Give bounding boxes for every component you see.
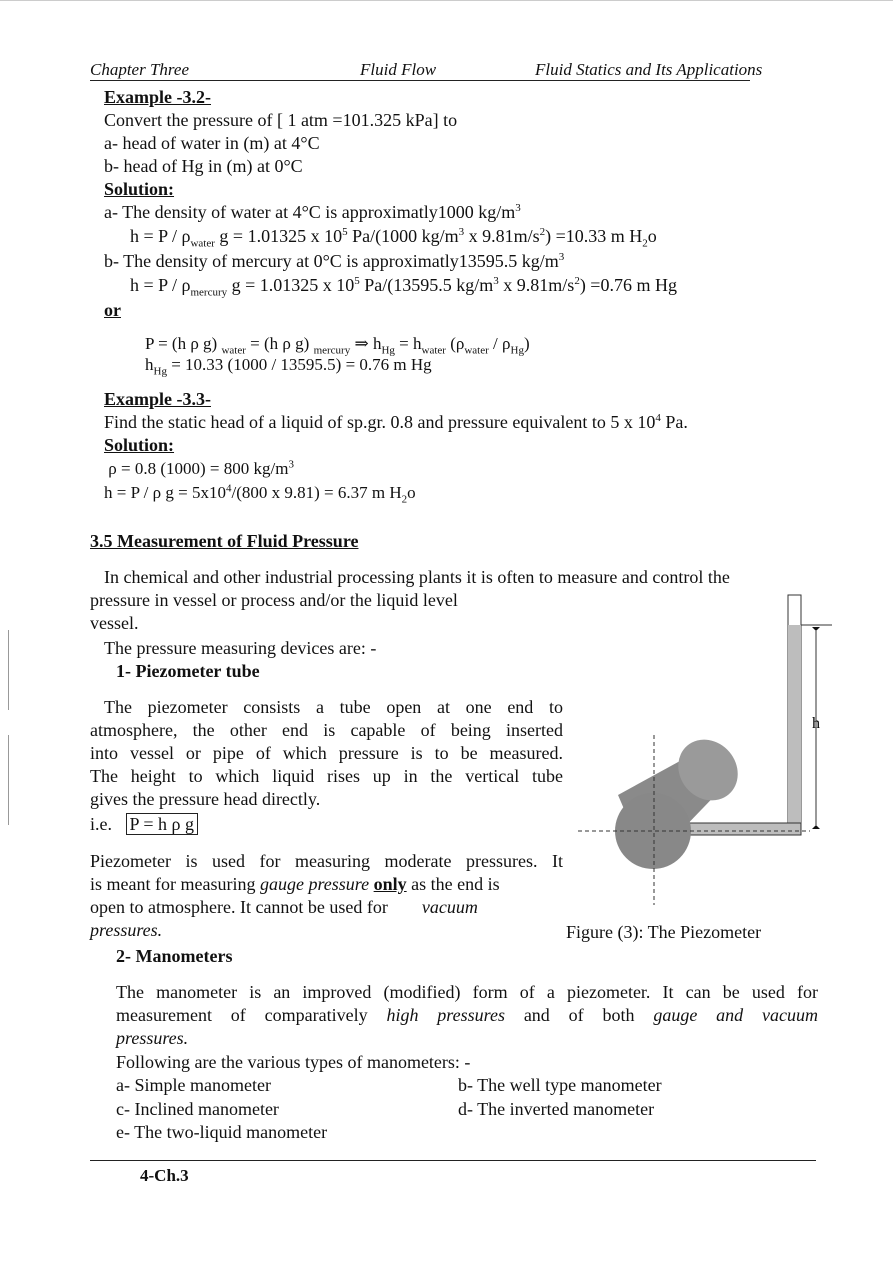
mano-para-line: The manometer is an improved (modified) form of a piezometer. It can be used for [116, 982, 818, 1002]
use-para-line: pressures. [90, 920, 163, 940]
section-heading: 3.5 Measurement of Fluid Pressure [90, 531, 359, 551]
figure-caption: Figure (3): The Piezometer [566, 922, 762, 942]
piezo-para-line: gives the pressure head directly. [90, 789, 321, 809]
height-label: h [812, 715, 820, 732]
piezo-para-line: into vessel or pipe of which pressure is to be measured. [90, 743, 563, 763]
scroll-mark [8, 735, 9, 825]
manometer-type: c- Inclined manometer [116, 1099, 279, 1119]
example-3-3-solution-label: Solution: [104, 435, 175, 455]
example-3-3-question: Find the static head of a liquid of sp.gr. 0.8 and pressure equivalent to 5 x $10^4$ Pa. [104, 412, 688, 432]
example-3-2-question: Convert the pressure of [ 1 atm =101.325 kPa] to [104, 110, 458, 130]
solution-b-text: b- The density of mercury at 0°C is approximatly13595.5 $kg/m^3$ [104, 251, 565, 271]
manometer-type: a- Simple manometer [116, 1075, 271, 1095]
piezometer-figure [570, 585, 840, 920]
header-topic: Fluid Flow [360, 60, 437, 79]
vessel-cylinder [615, 727, 750, 869]
mano-para-line: measurement of comparatively high pressures and of both gauge and vacuum [116, 1005, 819, 1025]
solution-b-formula: $h = P / \rho_{mercury}$ g = 1.01325 x $10^5$ Pa/(13595.5 $kg/m^3$ x $9.81m/s^2) =0.76$ m Hg [130, 275, 677, 299]
example-3-2-solution-label: Solution: [104, 179, 175, 199]
page-number: 4-Ch.3 [140, 1166, 189, 1185]
example-3-3-title: Example -3.3- [104, 389, 211, 409]
top-border [0, 0, 893, 1]
devices-intro: The pressure measuring devices are: - [104, 638, 377, 658]
example-3-2-part-a: a- head of water in (m) at 4°C [104, 133, 320, 153]
use-para-line: is meant for measuring gauge pressure only as the end is [90, 874, 500, 894]
piezo-para-line: The piezometer consists a tube open at one end to [104, 697, 563, 717]
header-chapter: Chapter Three [90, 60, 190, 79]
scroll-mark [8, 630, 9, 710]
boxed-formula: P = h ρ g [126, 813, 198, 835]
example-3-3-density: ρ = 0.8 (1000) = 800 $kg/m^3$ [104, 458, 294, 478]
example-3-2-part-b: b- head of Hg in (m) at 0°C [104, 156, 303, 176]
solution-a-formula: $h = P / \rho_{water}$ g = 1.01325 x $10^5$ Pa/(1000 $kg/m^3$ x $9.81m/s^2) =10.33$ m $H_2o$ [130, 226, 657, 250]
liquid-column [788, 625, 801, 835]
footer-rule [90, 1160, 816, 1161]
example-3-3-head: h = P / ρ $g = 5x10^4/(800$ x 9.81) = 6.37 m $H_2o$ [104, 482, 416, 506]
piezo-para-line: The height to which liquid rises up in the vertical tube [90, 766, 563, 786]
solution-a-text: a- The density of water at 4°C is approximatly1000 $kg/m^3$ [104, 202, 521, 222]
item-piezometer-heading: 1- Piezometer tube [116, 661, 260, 681]
example-3-2-title: Example -3.2- [104, 87, 211, 107]
manometer-type: d- The inverted manometer [458, 1099, 655, 1119]
ie-formula-line: i.e. P = h ρ g [90, 813, 198, 836]
item-manometers-heading: 2- Manometers [116, 946, 233, 966]
mano-para-line: pressures. [116, 1028, 189, 1048]
intro-line-3: vessel. [90, 613, 139, 633]
alt-formula-1: P = (h ρ g) $_{water}$ = (h ρ g) $_{mercury}$ ⇒ $h_{Hg} = h_{water}$ $(\rho_{water} / \rho_{Hg})$ [145, 334, 530, 357]
header-rule [90, 80, 750, 81]
header-section: Fluid Statics and Its Applications [535, 60, 763, 79]
piezo-para-line: atmosphere, the other end is capable of being inserted [90, 720, 563, 740]
manometer-type: b- The well type manometer [458, 1075, 662, 1095]
intro-line-2: pressure in vessel or process and/or the liquid level [90, 590, 458, 610]
use-para-line: open to atmosphere. It cannot be used for vacuum [90, 897, 478, 917]
manometer-types-intro: Following are the various types of manometers: - [116, 1052, 471, 1072]
manometer-type: e- The two-liquid manometer [116, 1122, 328, 1142]
use-para-line: Piezometer is used for measuring moderate pressures. It [90, 851, 563, 871]
or-label: or [104, 300, 121, 320]
intro-line-1: In chemical and other industrial processing plants it is often to measure and control the [104, 567, 730, 587]
alt-formula-2: $h_{Hg} = 10.33$ (1000 / 13595.5) = 0.76 m Hg [145, 355, 432, 378]
